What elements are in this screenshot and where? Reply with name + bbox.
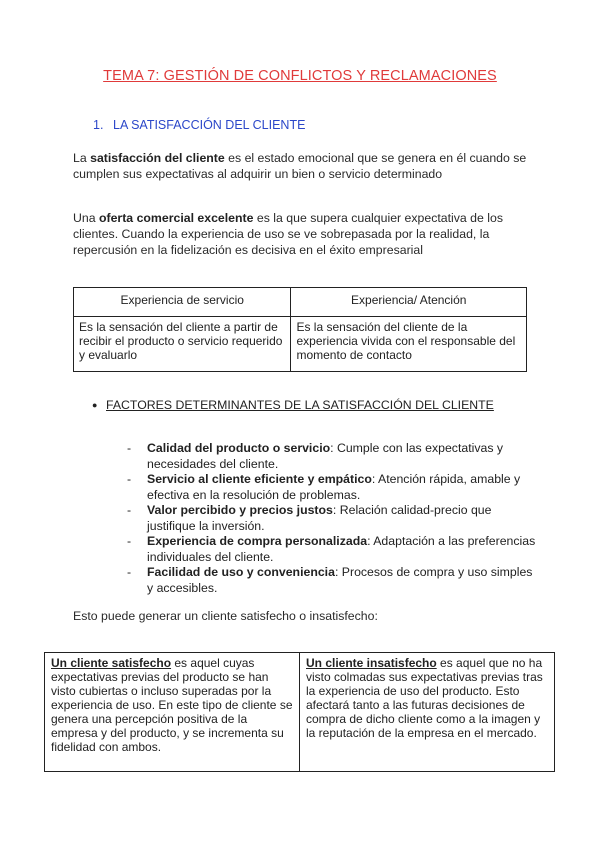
dash-icon: - — [127, 565, 132, 579]
text: es el estado emocional que se genera en él cuando se cumplen sus expectativas al adquirir un bien o servicio determinado — [73, 151, 527, 181]
bold-term: Experiencia de compra personalizada — [147, 534, 368, 548]
dash-icon: - — [127, 441, 132, 455]
section-heading — [93, 118, 305, 132]
table-header-atencion: Experiencia/ Atención — [291, 288, 527, 317]
list-item — [127, 441, 537, 472]
bold-term: Valor percibido y precios justos — [147, 503, 333, 517]
factors-heading — [92, 398, 494, 412]
dash-icon: - — [127, 472, 132, 486]
factors-heading-text: FACTORES DETERMINANTES DE LA SATISFACCIÓN DEL CLIENTE — [106, 398, 494, 412]
text: : Procesos de compra y uso simples y accesibles. — [147, 565, 533, 595]
table-cell-servicio: Es la sensación del cliente a partir de recibir el producto o servicio requerido y evaluarlo — [74, 317, 291, 372]
text: : Adaptación a las preferencias individuales del cliente. — [147, 534, 536, 564]
page-title: TEMA 7: GESTIÓN DE CONFLICTOS Y RECLAMACIONES — [103, 68, 497, 84]
list-item — [127, 534, 537, 565]
text: es aquel que no ha visto colmadas sus expectativas previas tras la experiencia de uso del producto. Esto afectará tanto a las futuras decisiones de compra de dicho cliente como a la imagen y la reputación de la empresa en el mercado. — [306, 656, 543, 740]
bold-term: Un cliente insatisfecho — [306, 656, 437, 670]
dash-icon: - — [127, 534, 132, 548]
text: es la que supera cualquier expectativa de los clientes. Cuando la experiencia de uso se ve sobrepasada por la realidad, la repercusión en la fidelización es decisiva en el éxito empresarial — [73, 211, 503, 257]
paragraph-oferta — [73, 210, 533, 258]
paragraph-satisfaccion — [73, 150, 533, 182]
table-cell-satisfecho — [45, 653, 300, 772]
factors-list — [127, 441, 537, 596]
list-item — [127, 503, 537, 534]
section-title: LA SATISFACCIÓN DEL CLIENTE — [113, 118, 306, 132]
table-header-servicio: Experiencia de servicio — [74, 288, 291, 317]
text: La — [73, 151, 91, 165]
bullet-icon: ● — [92, 400, 98, 410]
section-number: 1. — [93, 118, 104, 132]
list-item — [127, 565, 537, 596]
text: : Cumple con las expectativas y necesidades del cliente. — [147, 441, 504, 471]
text: Una — [73, 211, 99, 225]
bold-term: Facilidad de uso y conveniencia — [147, 565, 335, 579]
experience-table — [73, 287, 527, 372]
bold-term: Un cliente satisfecho — [51, 656, 172, 670]
dash-icon: - — [127, 503, 132, 517]
bold-term: Servicio al cliente eficiente y empático — [147, 472, 372, 486]
bold-term: oferta comercial excelente — [98, 211, 254, 225]
bold-term: satisfacción del cliente — [90, 151, 225, 165]
text: es aquel cuyas expectativas previas del producto se han visto cubiertas o incluso superadas por la experiencia de uso. En este tipo de cliente se genera una percepción positiva de la empresa y del producto, y se incrementa su fidelidad con ambos. — [51, 656, 293, 754]
text: : Relación calidad-precio que justifique la inversión. — [147, 503, 492, 533]
table-cell-insatisfecho — [300, 653, 555, 772]
list-item — [127, 472, 537, 503]
text: : Atención rápida, amable y efectiva en la resolución de problemas. — [147, 472, 521, 502]
client-type-table — [44, 652, 555, 772]
paragraph-resultado: Esto puede generar un cliente satisfecho o insatisfecho: — [73, 609, 378, 623]
table-cell-atencion: Es la sensación del cliente de la experiencia vivida con el responsable del momento de contacto — [291, 317, 527, 372]
bold-term: Calidad del producto o servicio — [147, 441, 331, 455]
